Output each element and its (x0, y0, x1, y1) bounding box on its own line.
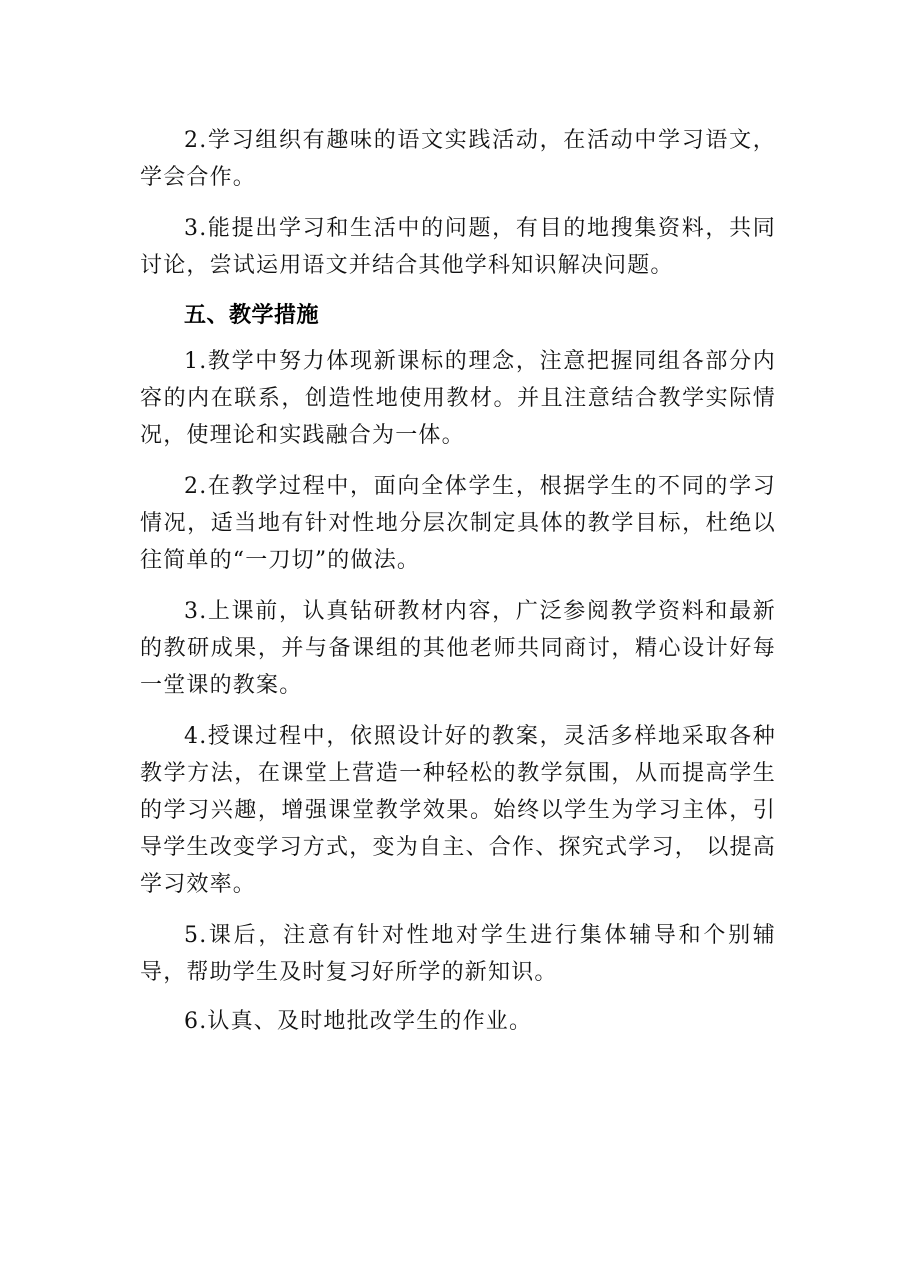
paragraph-goal-2: 2.学习组织有趣味的语文实践活动，在活动中学习语文，学会合作。 (140, 128, 776, 190)
paragraph-measure-6: 6.认真、及时地批改学生的作业。 (184, 1009, 533, 1034)
paragraph-measure-2: 2.在教学过程中，面向全体学生，根据学生的不同的学习情况，适当地有针对性地分层次制定具体的教学目标，杜绝以往简单的“一刀切”的做法。 (140, 474, 776, 573)
section-heading: 五、教学措施 (184, 303, 320, 328)
paragraph-measure-4: 4.授课过程中，依照设计好的教案，灵活多样地采取各种教学方法，在课堂上营造一种轻松的教学氛围，从而提高学生的学习兴趣，增强课堂教学效果。始终以学生为学习主体，引导学生改变学习方式，变为自主、合作、探究式学习， 以提高学习效率。 (140, 724, 776, 897)
paragraph-measure-5: 5.课后，注意有针对性地对学生进行集体辅导和个别辅导，帮助学生及时复习好所学的新知识。 (140, 923, 776, 985)
document-body (140, 122, 776, 1040)
paragraph-measure-1: 1.教学中努力体现新课标的理念，注意把握同组各部分内容的内在联系，创造性地使用教材。并且注意结合教学实际情况，使理论和实践融合为一体。 (140, 349, 776, 448)
paragraph-measure-3: 3.上课前，认真钻研教材内容，广泛参阅教学资料和最新的教研成果，并与备课组的其他老师共同商讨，精心设计好每一堂课的教案。 (140, 599, 776, 698)
paragraph-goal-3: 3.能提出学习和生活中的问题，有目的地搜集资料，共同讨论，尝试运用语文并结合其他学科知识解决问题。 (140, 216, 776, 278)
